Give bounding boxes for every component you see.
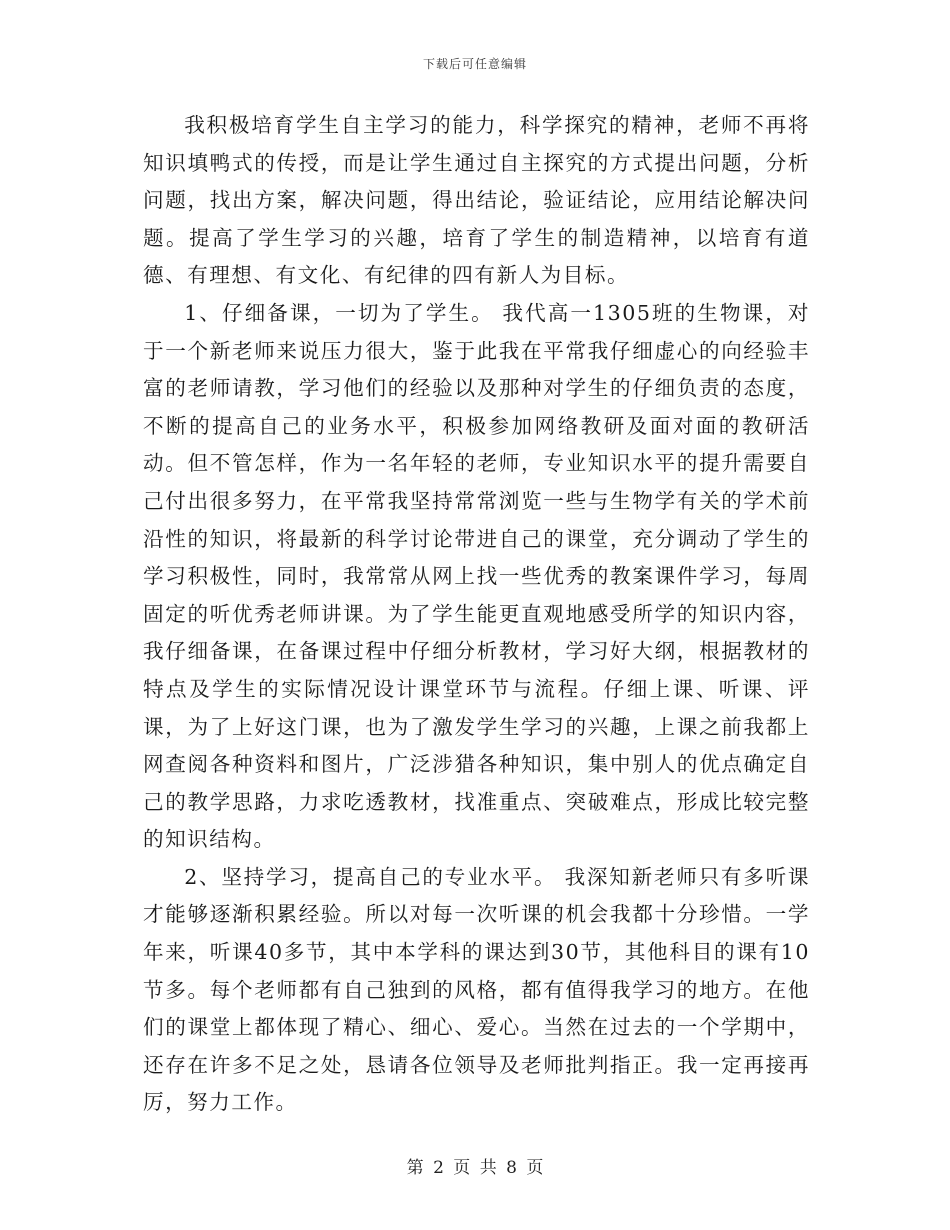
paragraph-lesson-preparation: 1、仔细备课，一切为了学生。 我代高一1305班的生物课，对于一个新老师来说压力很大，鉴于此我在平常我仔细虚心的向经验丰富的老师请教，学习他们的经验以及那种对学生的仔细负责的态度，不断的提高自己的业务水平，积极参加网络教研及面对面的教研活动。但不管怎样，作为一名年轻的老师，专业知识水平的提升需要自己付出很多努力，在平常我坚持常常浏览一些与生物学有关的学术前沿性的知识，将最新的科学讨论带进自己的课堂，充分调动了学生的学习积极性，同时，我常常从网上找一些优秀的教案课件学习，每周固定的听优秀老师讲课。为了学生能更直观地感受所学的知识内容，我仔细备课，在备课过程中仔细分析教材，学习好大纲，根据教材的特点及学生的实际情况设计课堂环节与流程。仔细上课、听课、评课，为了上好这门课，也为了激发学生学习的兴趣，上课之前我都上网查阅各种资料和图片，广泛涉猎各种知识，集中别人的优点确定自己的教学思路，力求吃透教材，找准重点、突破难点，形成比较完整的知识结构。 bbox=[143, 300, 810, 852]
page-header: 下载后可任意编辑 bbox=[422, 57, 527, 71]
page-footer: 第 2 页 共 8 页 bbox=[406, 1158, 544, 1178]
document-body bbox=[143, 107, 810, 1122]
paragraph-intro: 我积极培育学生自主学习的能力，科学探究的精神，老师不再将知识填鸭式的传授，而是让学生通过自主探究的方式提出问题，分析问题，找出方案，解决问题，得出结论，验证结论，应用结论解决问题。提高了学生学习的兴趣，培育了学生的制造精神，以培育有道德、有理想、有文化、有纪律的四有新人为目标。 bbox=[143, 113, 810, 288]
paragraph-continuous-learning: 2、坚持学习，提高自己的专业水平。 我深知新老师只有多听课才能够逐渐积累经验。所以对每一次听课的机会我都十分珍惜。一学年来，听课40多节，其中本学科的课达到30节，其他科目的课有10节多。每个老师都有自己独到的风格，都有值得我学习的地方。在他们的课堂上都体现了精心、细心、爱心。当然在过去的一个学期中，还存在许多不足之处，恳请各位领导及老师批判指正。我一定再接再厉，努力工作。 bbox=[143, 864, 810, 1115]
